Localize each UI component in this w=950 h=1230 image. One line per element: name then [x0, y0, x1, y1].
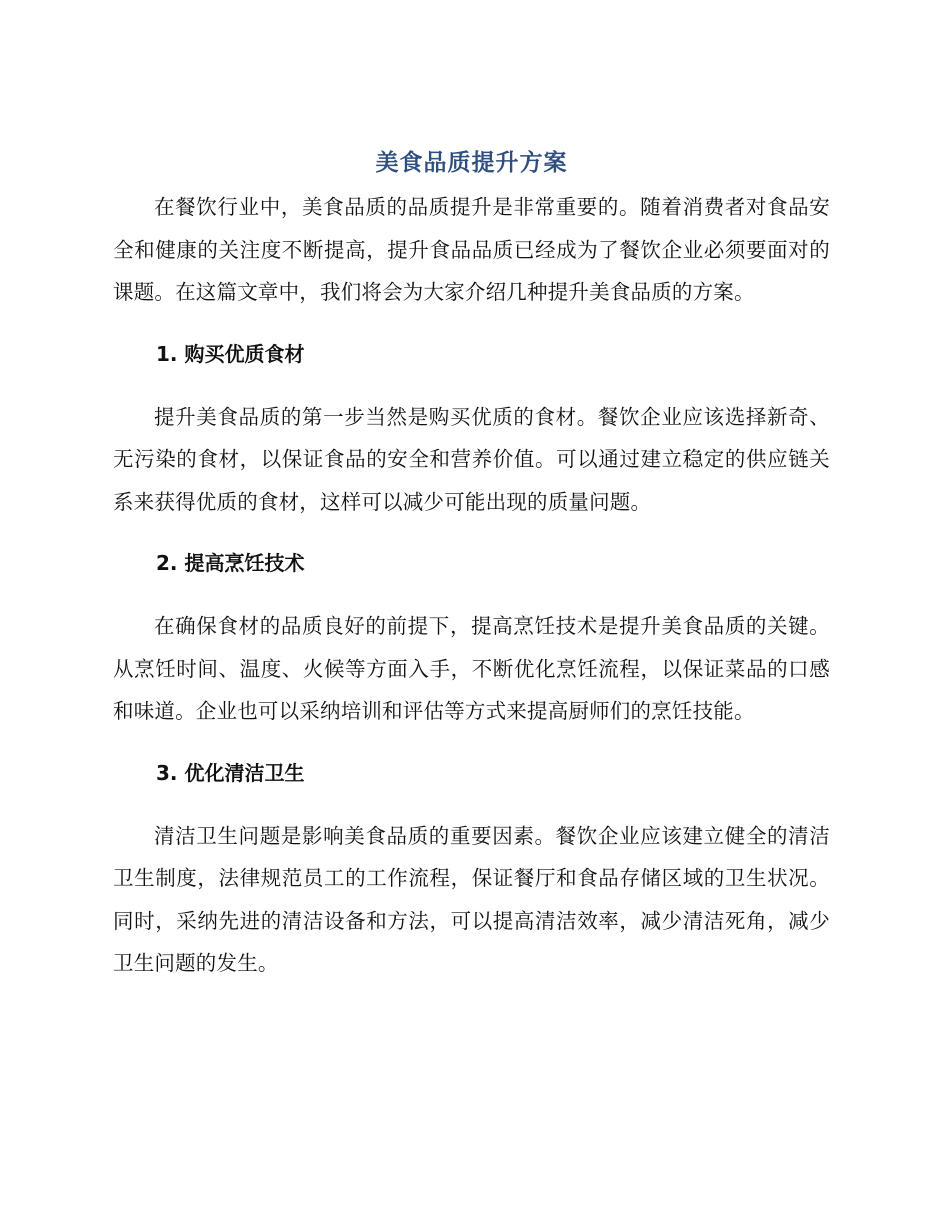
section-heading-3: 3. 优化清洁卫生 [156, 760, 305, 785]
section-heading-1: 1. 购买优质食材 [156, 341, 305, 366]
section-3 [113, 733, 830, 985]
section-body-2: 在确保食材的品质良好的前提下，提高烹饪技术是提升美食品质的关键。从烹饪时间、温度、火候等方面入手，不断优化烹饪流程，以保证菜品的口感和味道。企业也可以采纳培训和评估等方式来提高厨师们的烹饪技能。 [113, 614, 830, 723]
intro-paragraph: 在餐饮行业中，美食品质的品质提升是非常重要的。随着消费者对食品安全和健康的关注度不断提高，提升食品品质已经成为了餐饮企业必须要面对的课题。在这篇文章中，我们将会为大家介绍几种提升美食品质的方案。 [113, 195, 830, 304]
document-title: 美食品质提升方案 [375, 150, 568, 176]
section-2 [113, 523, 830, 733]
section-body-1: 提升美食品质的第一步当然是购买优质的食材。餐饮企业应该选择新奇、无污染的食材，以保证食品的安全和营养价值。可以通过建立稳定的供应链关系来获得优质的食材，这样可以减少可能出现的质量问题。 [113, 404, 830, 514]
section-body-3: 清洁卫生问题是影响美食品质的重要因素。餐饮企业应该建立健全的清洁卫生制度，法律规范员工的工作流程，保证餐厅和食品存储区域的卫生状况。同时，采纳先进的清洁设备和方法，可以提高清洁效率，减少清洁死角，减少卫生问题的发生。 [113, 823, 830, 975]
document-content [113, 146, 830, 985]
section-heading-2: 2. 提高烹饪技术 [156, 551, 305, 575]
section-1 [113, 314, 830, 524]
